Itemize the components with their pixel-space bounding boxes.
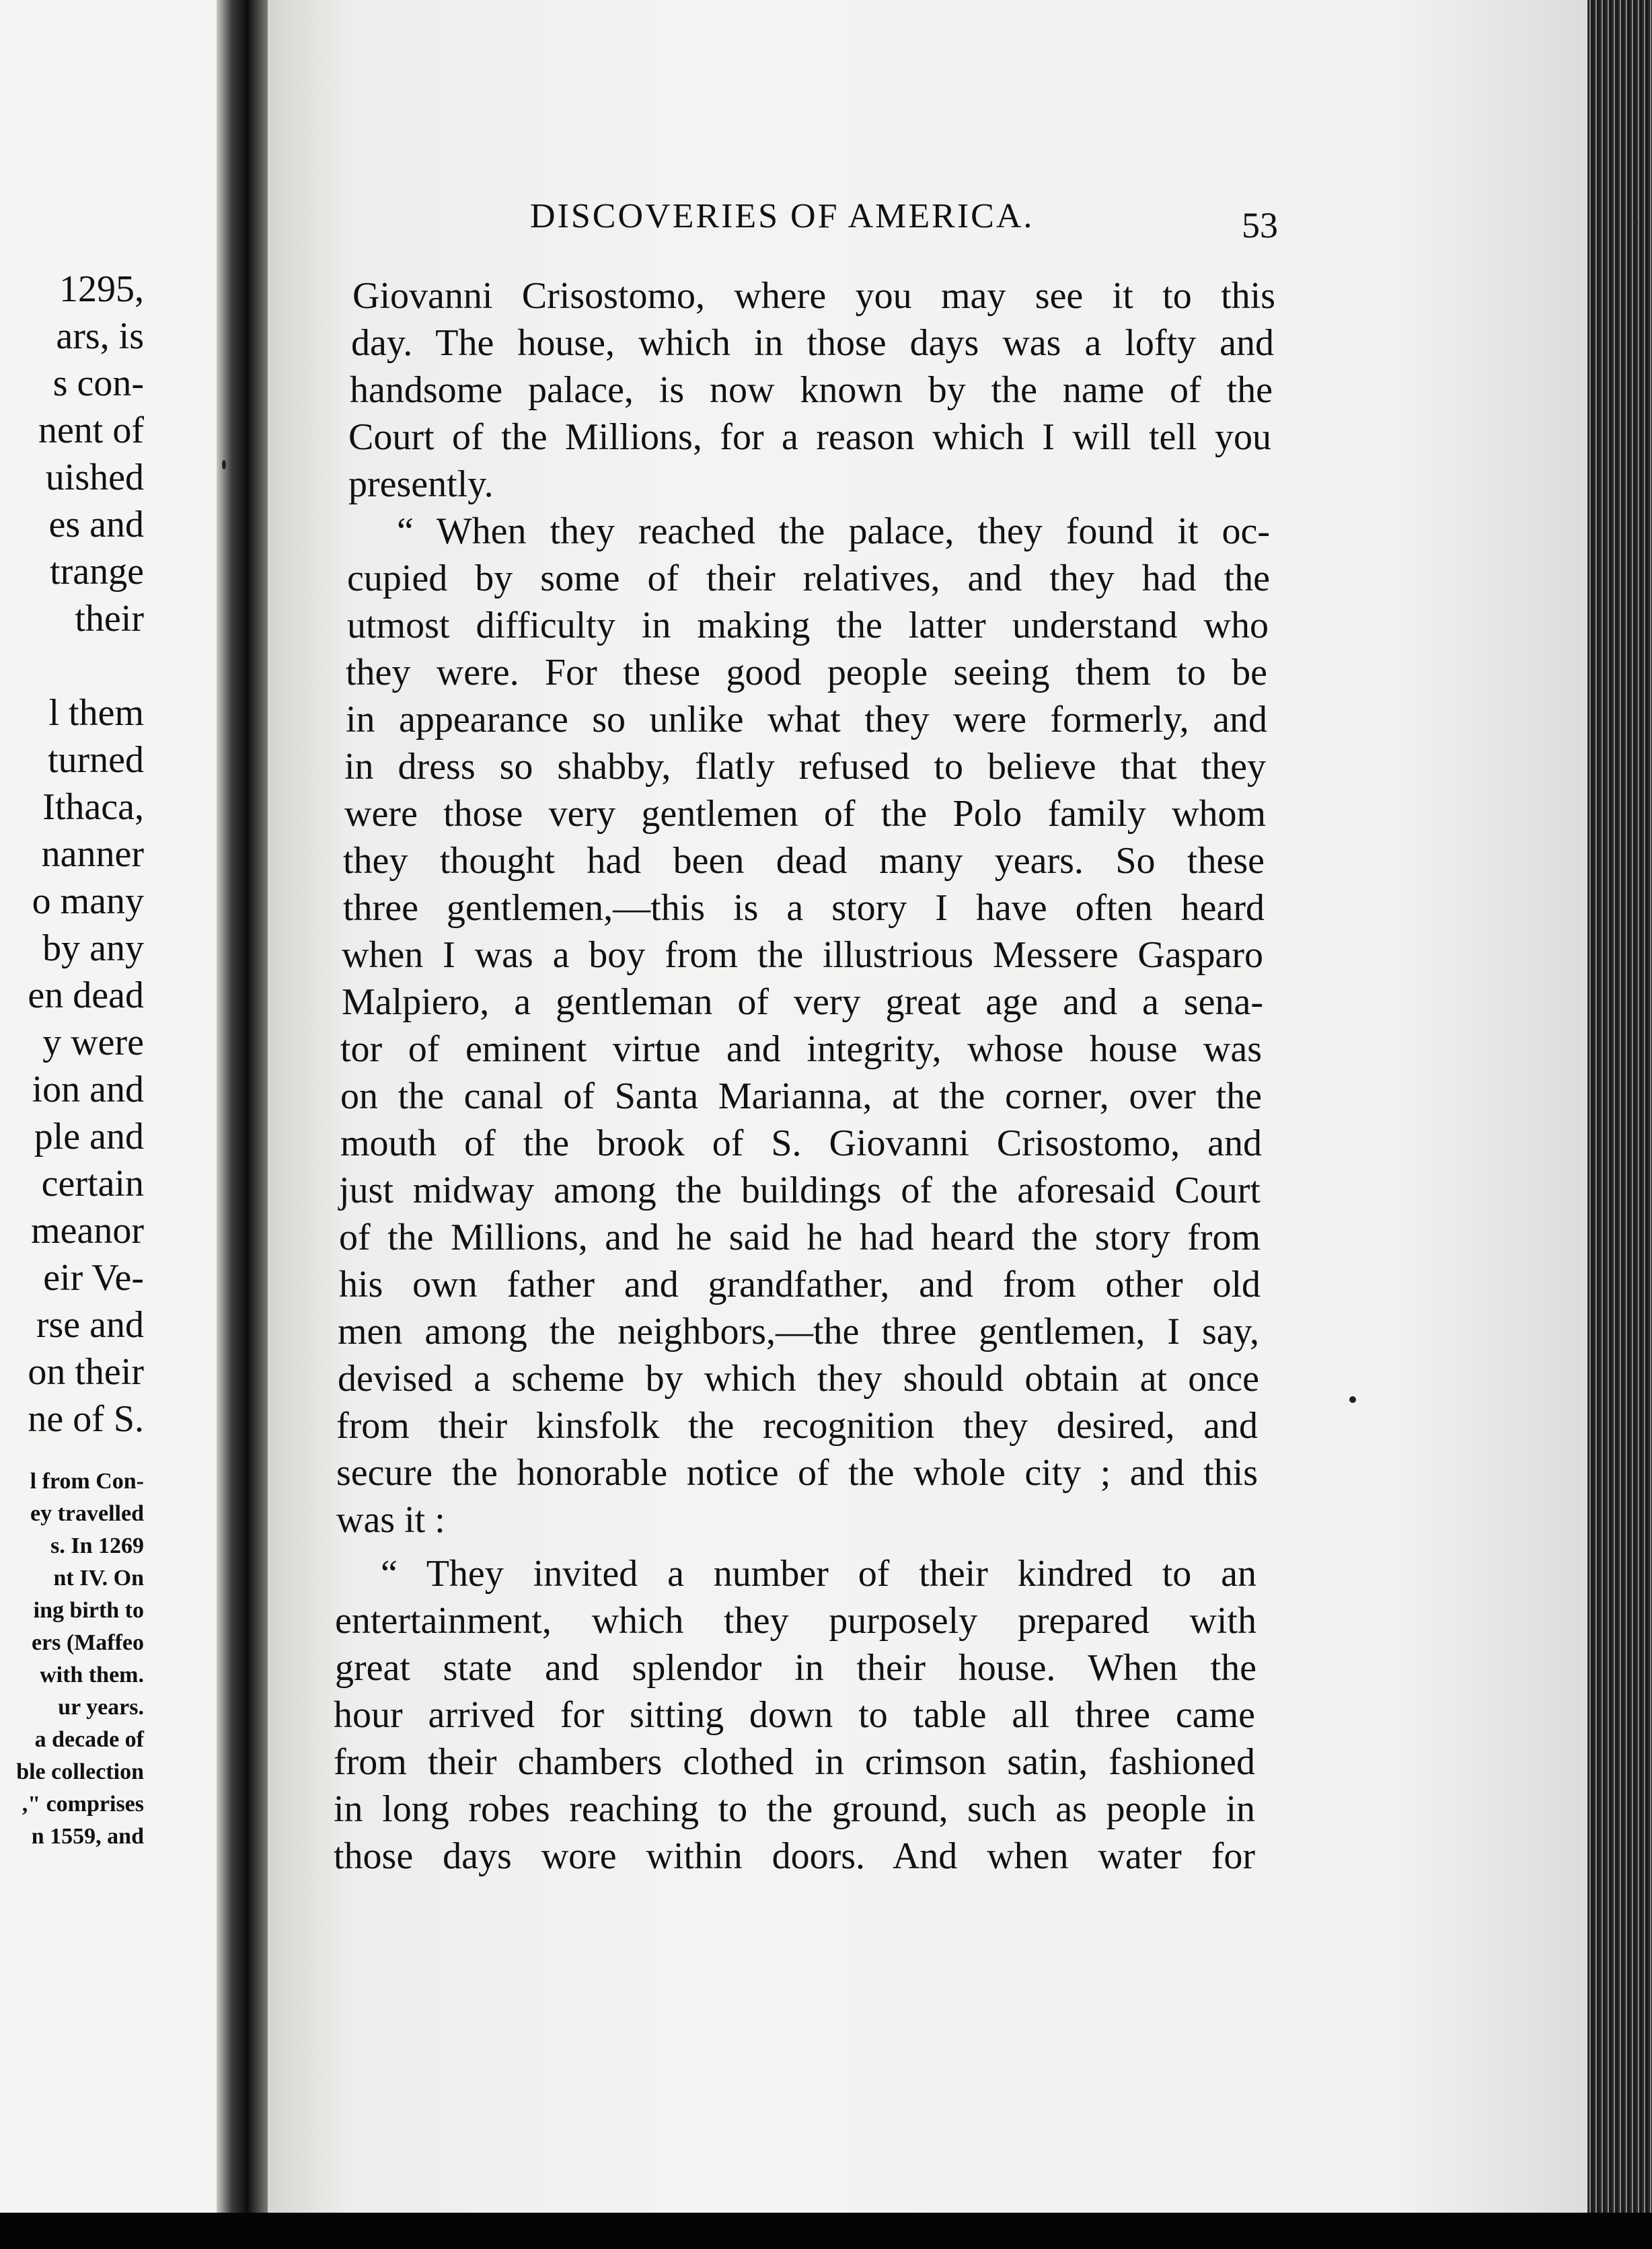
body-line: tor of eminent virtue and integrity, whose house was xyxy=(340,1028,1262,1070)
body-line: those days wore within doors. And when water for xyxy=(334,1835,1255,1877)
bottom-shadow xyxy=(0,2213,1652,2249)
body-line: devised a scheme by which they should obtain at once xyxy=(338,1358,1259,1400)
body-line: entertainment, which they purposely prepared with xyxy=(335,1600,1256,1642)
body-line: in dress so shabby, flatly refused to believe that they xyxy=(344,746,1266,788)
left-page-footnote-line: ey travelled xyxy=(30,1501,144,1526)
body-line: his own father and grandfather, and from other old xyxy=(339,1264,1261,1305)
left-page-footnote-line: ers (Maffeo xyxy=(31,1630,144,1655)
left-facing-page xyxy=(0,0,217,2213)
body-line: they thought had been dead many years. So these xyxy=(343,840,1265,882)
left-page-line: ne of S. xyxy=(28,1398,144,1440)
left-page-line: eir Ve- xyxy=(43,1257,144,1299)
left-page-line: l them xyxy=(48,692,144,734)
body-line: Malpiero, a gentleman of very great age and a sena- xyxy=(342,981,1263,1023)
body-line: from their kinsfolk the recognition they desired, and xyxy=(336,1405,1258,1447)
print-speck xyxy=(1349,1396,1356,1403)
body-line: just midway among the buildings of the aforesaid Court xyxy=(339,1170,1261,1211)
body-line: great state and splendor in their house. When the xyxy=(335,1647,1256,1689)
body-line: in appearance so unlike what they were formerly, and xyxy=(346,699,1267,740)
body-line: was it : xyxy=(336,1499,445,1541)
left-page-footnote-line: s. In 1269 xyxy=(50,1533,144,1558)
left-page-footnote-line: nt IV. On xyxy=(53,1566,144,1591)
body-line: Giovanni Crisostomo, where you may see it to this xyxy=(352,275,1275,317)
left-page-line: 1295, xyxy=(59,268,144,310)
body-line: utmost difficulty in making the latter understand who xyxy=(347,605,1269,646)
body-line: in long robes reaching to the ground, such as people in xyxy=(334,1788,1255,1830)
page-edges xyxy=(1587,0,1652,2213)
body-line: handsome palace, is now known by the name of the xyxy=(350,369,1273,411)
body-line: “ When they reached the palace, they found it oc- xyxy=(397,510,1270,552)
page-number: 53 xyxy=(1242,205,1278,245)
body-line: secure the honorable notice of the whole city ; and this xyxy=(336,1452,1258,1494)
body-line: presently. xyxy=(348,463,494,505)
left-page-line: o many xyxy=(32,880,144,922)
running-head: DISCOVERIES OF AMERICA. xyxy=(530,197,1035,235)
left-page-line: on their xyxy=(28,1351,144,1393)
left-page-line: ars, is xyxy=(56,315,144,357)
body-line: men among the neighbors,—the three gentlemen, I say, xyxy=(338,1311,1259,1352)
left-page-line: Ithaca, xyxy=(42,786,144,828)
print-speck xyxy=(1633,221,1637,225)
body-line: from their chambers clothed in crimson satin, fashioned xyxy=(334,1741,1255,1783)
left-page-line: their xyxy=(75,598,144,640)
left-page-line: en dead xyxy=(28,975,144,1016)
body-line: day. The house, which in those days was a lofty and xyxy=(351,322,1274,364)
left-page-line: by any xyxy=(42,927,144,969)
left-page-line: uished xyxy=(45,457,144,498)
left-page-line: s con- xyxy=(52,363,144,404)
body-line: on the canal of Santa Marianna, at the corner, over the xyxy=(340,1075,1262,1117)
body-line: “ They invited a number of their kindred to an xyxy=(381,1553,1256,1595)
left-page-footnote-line: ing birth to xyxy=(33,1598,144,1623)
body-line: of the Millions, and he said he had heard the story from xyxy=(339,1217,1261,1258)
body-line: mouth of the brook of S. Giovanni Crisostomo, and xyxy=(340,1122,1262,1164)
body-line: Court of the Millions, for a reason which I will tell you xyxy=(348,416,1271,458)
left-page-footnote-line: ," comprises xyxy=(22,1792,144,1817)
print-speck xyxy=(222,460,226,469)
book-gutter xyxy=(217,0,268,2213)
body-line: three gentlemen,—this is a story I have often heard xyxy=(343,887,1265,929)
left-page-footnote-line: ur years. xyxy=(58,1695,144,1720)
left-page-footnote-line: ble collection xyxy=(16,1759,144,1784)
left-page-line: y were xyxy=(42,1022,144,1063)
left-page-line: ion and xyxy=(32,1069,144,1110)
left-page-line: nanner xyxy=(41,833,144,875)
left-page-footnote-line: with them. xyxy=(40,1663,144,1687)
body-line: were those very gentlemen of the Polo family whom xyxy=(344,793,1266,835)
left-page-line: ple and xyxy=(34,1116,144,1157)
left-page-line: nent of xyxy=(38,410,144,451)
left-page-line: meanor xyxy=(31,1210,144,1252)
left-page-line: certain xyxy=(41,1163,144,1205)
body-line: hour arrived for sitting down to table all three came xyxy=(334,1694,1255,1736)
left-page-line: trange xyxy=(50,551,144,593)
left-page-line: turned xyxy=(47,739,144,781)
left-page-footnote-line: l from Con- xyxy=(30,1469,144,1494)
body-line: cupied by some of their relatives, and they had the xyxy=(347,558,1270,599)
body-line: when I was a boy from the illustrious Messere Gasparo xyxy=(342,934,1263,976)
left-page-line: rse and xyxy=(36,1304,144,1346)
left-page-footnote-line: n 1559, and xyxy=(31,1824,144,1849)
left-page-footnote-line: a decade of xyxy=(34,1727,144,1752)
body-line: they were. For these good people seeing them to be xyxy=(346,652,1267,693)
left-page-line: es and xyxy=(48,504,144,545)
